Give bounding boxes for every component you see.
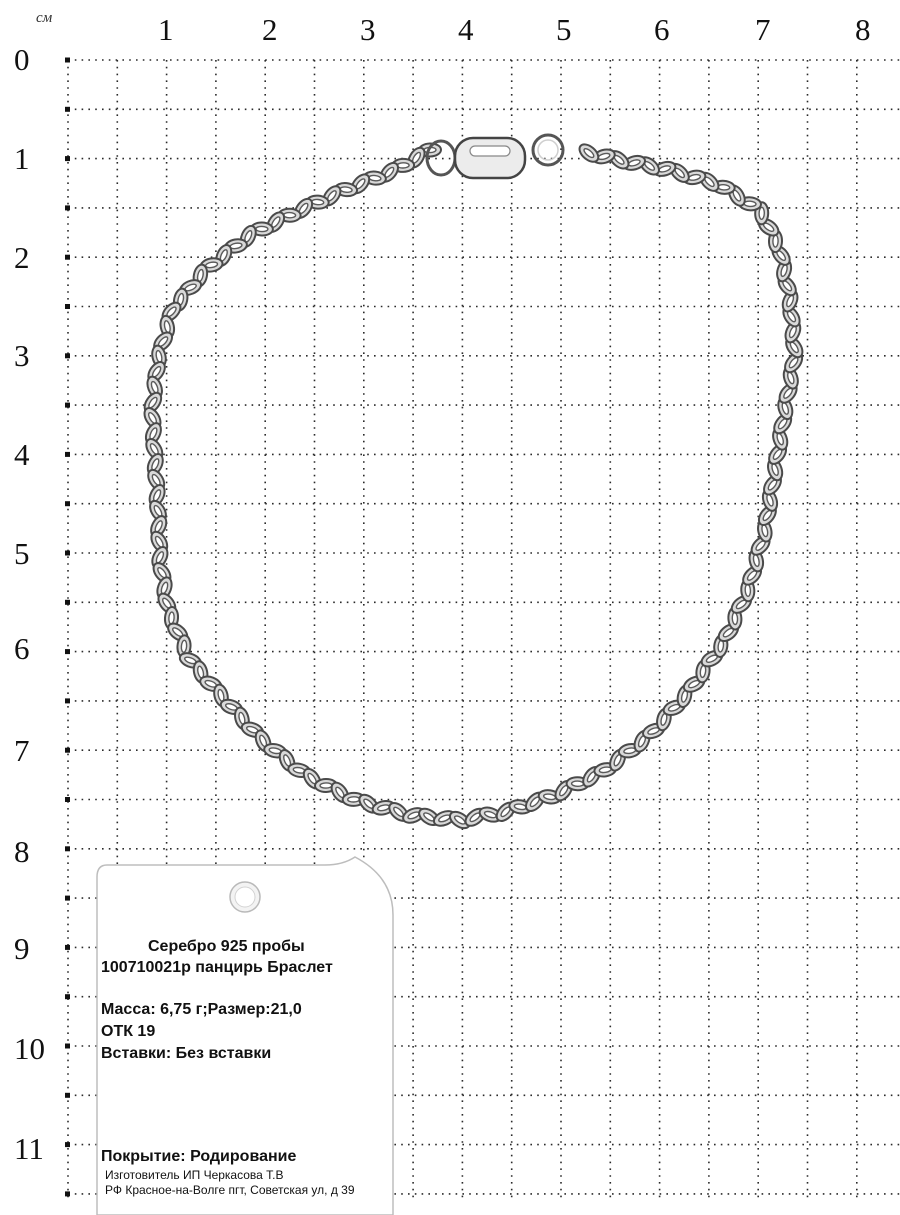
tag-article-line: 100710021р панцирь Браслет	[101, 959, 333, 976]
tag-mass-size: Масса: 6,75 г;Размер:21,0	[101, 1001, 302, 1018]
unit-label: см	[36, 10, 53, 26]
x-tick-label: 2	[262, 12, 278, 47]
x-tick-label: 6	[654, 12, 670, 47]
x-tick-label: 1	[158, 12, 174, 47]
tag-metal-line: Серебро 925 пробы	[148, 938, 305, 955]
tag-hole-icon	[230, 882, 260, 912]
y-tick-label: 0	[14, 42, 30, 77]
tag-inserts: Вставки: Без вставки	[101, 1045, 272, 1062]
x-tick-label: 7	[755, 12, 771, 47]
clasp-icon	[427, 135, 563, 178]
y-tick-label: 1	[14, 141, 30, 176]
y-tick-label: 2	[14, 240, 30, 275]
y-tick-label: 5	[14, 536, 30, 571]
y-tick-label: 3	[14, 338, 30, 373]
y-tick-label: 7	[14, 733, 30, 768]
tag-address: РФ Красное-на-Волге пгт, Советская ул, д 39	[105, 1183, 355, 1197]
y-tick-label: 4	[14, 437, 30, 472]
tag-maker: Изготовитель ИП Черкасова Т.В	[105, 1168, 284, 1182]
y-tick-label: 9	[14, 931, 30, 966]
y-tick-label: 6	[14, 631, 30, 666]
y-tick-label: 11	[14, 1131, 44, 1166]
y-tick-label: 10	[14, 1031, 45, 1066]
y-tick-label: 8	[14, 834, 30, 869]
tag-coating: Покрытие: Родирование	[101, 1148, 297, 1165]
tag-otk: ОТК 19	[101, 1023, 156, 1040]
x-tick-label: 4	[458, 12, 474, 47]
x-tick-label: 8	[855, 12, 871, 47]
product-tag	[95, 855, 395, 1215]
x-tick-label: 3	[360, 12, 376, 47]
x-tick-label: 5	[556, 12, 572, 47]
